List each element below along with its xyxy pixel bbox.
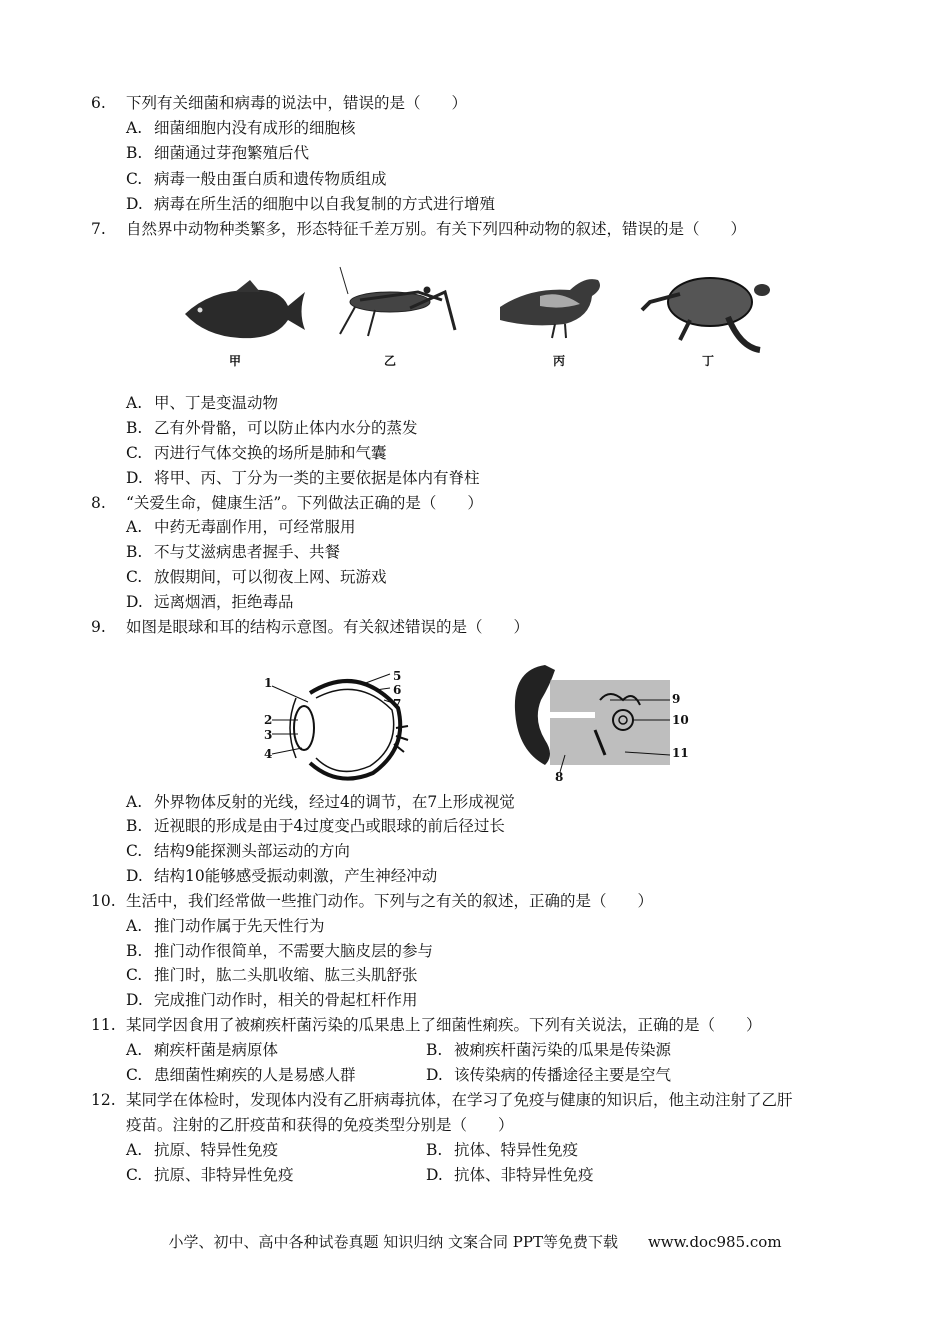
option-label: B.: [126, 942, 143, 960]
question-number: 6.: [91, 94, 106, 112]
ear-label-8: 8: [555, 770, 564, 784]
option-text: 细菌通过芽孢繁殖后代: [154, 144, 310, 162]
option-d: [426, 1164, 594, 1186]
option-label: C.: [126, 966, 143, 984]
option-c: [126, 168, 387, 190]
question-number: 10.: [91, 892, 116, 910]
eye-label-7: 7: [393, 697, 402, 711]
option-text: 结构10能够感受振动刺激，产生神经冲动: [154, 867, 438, 885]
option-text: 病毒在所生活的细胞中以自我复制的方式进行增殖: [154, 195, 496, 213]
option-label: C.: [126, 170, 143, 188]
label-jia: 甲: [229, 354, 242, 368]
question-number: 8.: [91, 494, 106, 512]
question-stem-continued: 疫苗。注射的乙肝疫苗和获得的免疫类型分别是（ ）: [126, 1116, 514, 1134]
option-text: 痢疾杆菌是病原体: [154, 1041, 279, 1059]
option-a: [126, 791, 515, 813]
option-label: D.: [426, 1166, 443, 1184]
option-text: 抗原、非特异性免疫: [154, 1166, 294, 1184]
option-text: 细菌细胞内没有成形的细胞核: [154, 119, 356, 137]
grasshopper-image: [340, 267, 455, 336]
option-label: B.: [126, 543, 143, 561]
option-a: [126, 392, 278, 414]
turtle-image: [642, 278, 770, 350]
option-label: A.: [126, 793, 143, 811]
eye-label-6: 6: [393, 683, 402, 697]
fish-image: [185, 280, 305, 338]
option-c: [126, 964, 418, 986]
option-text: 中药无毒副作用，可经常服用: [154, 518, 356, 536]
option-d: [126, 591, 294, 613]
option-b: [126, 940, 433, 962]
question-stem: 自然界中动物种类繁多，形态特征千差万别。有关下列四种动物的叙述，错误的是（ ）: [126, 220, 747, 238]
option-label: C.: [126, 568, 143, 586]
option-text: 乙有外骨骼，可以防止体内水分的蒸发: [154, 419, 418, 437]
option-c: [126, 1064, 356, 1086]
option-label: B.: [126, 144, 143, 162]
option-d: [126, 467, 480, 489]
option-b: [126, 142, 309, 164]
pigeon-image: [500, 279, 600, 338]
option-label: B.: [426, 1141, 443, 1159]
option-label: D.: [426, 1066, 443, 1084]
option-label: B.: [426, 1041, 443, 1059]
option-text: 甲、丁是变温动物: [154, 394, 279, 412]
option-text: 放假期间，可以彻夜上网、玩游戏: [154, 568, 387, 586]
option-label: C.: [126, 444, 143, 462]
option-text: 将甲、丙、丁分为一类的主要依据是体内有脊柱: [154, 469, 480, 487]
label-yi: 乙: [384, 354, 397, 368]
question-stem: 下列有关细菌和病毒的说法中，错误的是（ ）: [126, 94, 468, 112]
eye-label-1: 1: [264, 676, 273, 690]
question-stem: 某同学因食用了被痢疾杆菌污染的瓜果患上了细菌性痢疾。下列有关说法，正确的是（ ）: [126, 1016, 762, 1034]
option-b: [426, 1039, 671, 1061]
option-text: 患细菌性痢疾的人是易感人群: [154, 1066, 356, 1084]
option-a: [126, 117, 356, 139]
option-b: [426, 1139, 578, 1161]
option-label: A.: [126, 1041, 143, 1059]
option-text: 结构9能探测头部运动的方向: [154, 842, 350, 860]
option-label: D.: [126, 867, 143, 885]
option-b: [126, 815, 505, 837]
option-text: 抗体、非特异性免疫: [454, 1166, 594, 1184]
option-a: [126, 516, 356, 538]
option-label: B.: [126, 817, 143, 835]
option-label: D.: [126, 469, 143, 487]
ear-label-9: 9: [672, 692, 681, 706]
option-text: 该传染病的传播途径主要是空气: [454, 1066, 672, 1084]
question-number: 11.: [91, 1016, 116, 1034]
eye-label-2: 2: [264, 713, 273, 727]
option-b: [126, 417, 418, 439]
option-label: B.: [126, 419, 143, 437]
option-label: A.: [126, 119, 143, 137]
option-text: 推门动作很简单，不需要大脑皮层的参与: [154, 942, 434, 960]
ear-diagram: [505, 660, 695, 780]
option-a: [126, 915, 325, 937]
eye-label-4: 4: [264, 747, 273, 761]
option-text: 病毒一般由蛋白质和遗传物质组成: [154, 170, 387, 188]
option-text: 完成推门动作时，相关的骨起杠杆作用: [154, 991, 418, 1009]
option-label: D.: [126, 195, 143, 213]
option-a: [126, 1039, 278, 1061]
option-text: 外界物体反射的光线，经过4的调节，在7上形成视觉: [154, 793, 515, 811]
option-label: D.: [126, 593, 143, 611]
option-text: 推门动作属于先天性行为: [154, 917, 325, 935]
question-stem: “关爱生命，健康生活”。下列做法正确的是（ ）: [126, 494, 483, 512]
option-label: A.: [126, 394, 143, 412]
option-label: A.: [126, 1141, 143, 1159]
option-label: C.: [126, 1166, 143, 1184]
option-c: [126, 566, 387, 588]
option-text: 近视眼的形成是由于4过度变凸或眼球的前后径过长: [154, 817, 505, 835]
question-stem: 某同学在体检时，发现体内没有乙肝病毒抗体，在学习了免疫与健康的知识后，他主动注射了乙肝: [126, 1091, 793, 1109]
option-label: D.: [126, 991, 143, 1009]
ear-label-10: 10: [672, 713, 689, 727]
option-label: A.: [126, 917, 143, 935]
option-label: C.: [126, 1066, 143, 1084]
option-c: [126, 840, 350, 862]
option-text: 被痢疾杆菌污染的瓜果是传染源: [454, 1041, 672, 1059]
ear-label-11: 11: [672, 746, 689, 760]
eye-label-3: 3: [264, 728, 273, 742]
animals-figure: [180, 262, 780, 372]
label-ding: 丁: [702, 354, 715, 368]
question-number: 12.: [91, 1091, 116, 1109]
question-number: 7.: [91, 220, 106, 238]
eye-label-5: 5: [393, 669, 402, 683]
option-label: A.: [126, 518, 143, 536]
option-text: 抗原、特异性免疫: [154, 1141, 279, 1159]
question-stem: 生活中，我们经常做一些推门动作。下列与之有关的叙述，正确的是（ ）: [126, 892, 654, 910]
page-footer: 小学、初中、高中各种试卷真题 知识归纳 文案合同 PPT等免费下载 www.doc985.com: [168, 1233, 782, 1251]
label-bing: 丙: [553, 354, 566, 368]
option-d: [426, 1064, 671, 1086]
option-text: 推门时，肱二头肌收缩、肱三头肌舒张: [154, 966, 418, 984]
option-a: [126, 1139, 278, 1161]
option-text: 远离烟酒，拒绝毒品: [154, 593, 294, 611]
option-d: [126, 193, 495, 215]
option-d: [126, 989, 418, 1011]
option-label: C.: [126, 842, 143, 860]
option-c: [126, 442, 387, 464]
option-text: 丙进行气体交换的场所是肺和气囊: [154, 444, 387, 462]
option-text: 抗体、特异性免疫: [454, 1141, 579, 1159]
option-b: [126, 541, 340, 563]
option-text: 不与艾滋病患者握手、共餐: [154, 543, 341, 561]
question-number: 9.: [91, 618, 106, 636]
option-c: [126, 1164, 294, 1186]
option-d: [126, 865, 437, 887]
question-stem: 如图是眼球和耳的结构示意图。有关叙述错误的是（ ）: [126, 618, 530, 636]
